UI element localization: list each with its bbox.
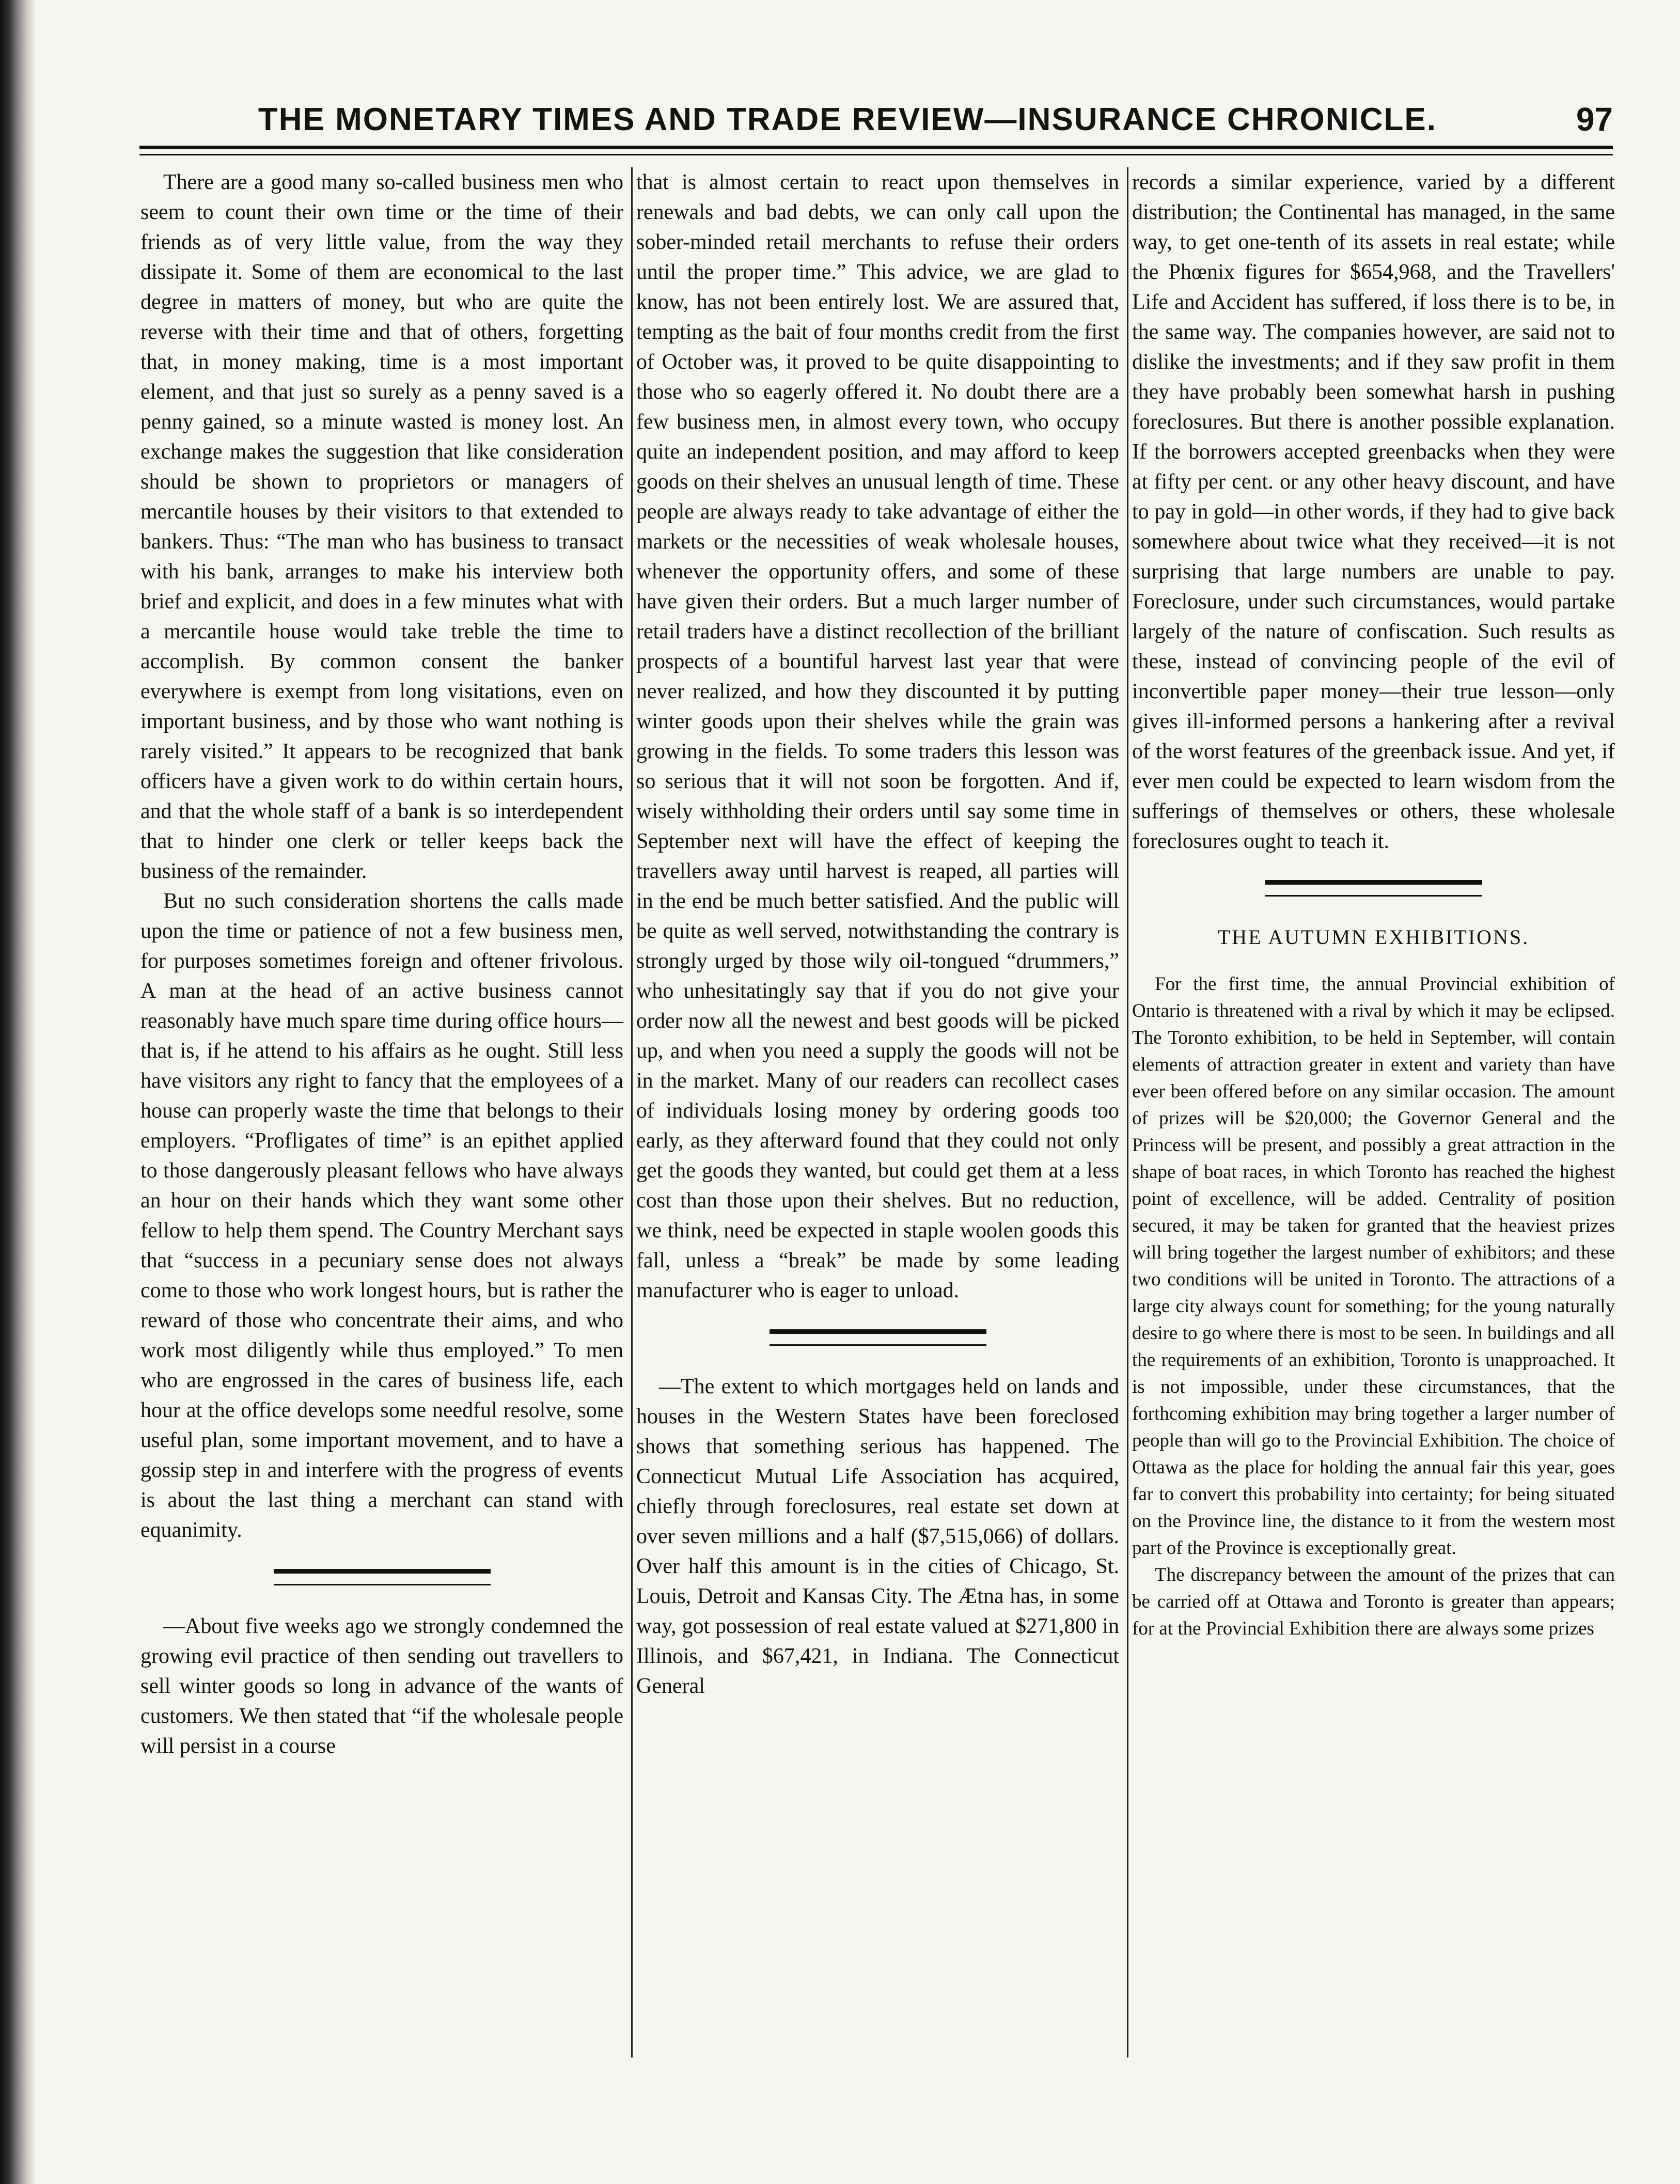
- page-header: [139, 91, 1613, 148]
- column-3: [1132, 167, 1615, 2171]
- section-heading-autumn-exhibitions: THE AUTUMN EXHIBITIONS.: [1217, 925, 1530, 949]
- column-1: [140, 167, 623, 2171]
- column-rule-right: [1127, 167, 1128, 2057]
- header-rule-thick: [139, 146, 1613, 149]
- article-exhibitions-p1: For the first time, the annual Provincial exhibition of Ontario is threatened with a rival by which it may be eclipsed. The Toronto exhibition, to be held in September, will contain elements of attraction greater in extent and variety than have ever been offered before on any similar occasion. The amount of prizes will be $20,000; the Governor General and the Princess will be present, and possibly a great attraction in the shape of boat races, in which Toronto has reached the highest point of excellence, will be added. Centrality of position secured, it may be taken for granted that the heaviest prizes will bring together the largest number of exhibitors; and these two conditions will be united in Toronto. The attractions of a large city always count for something; for the young naturally desire to go where there is most to be seen. In buildings and all the requirements of an exhibition, Toronto is unapproached. It is not impossible, under these circumstances, that the forthcoming exhibition may bring together a larger number of people than will go to the Provincial Exhibition. The choice of Ottawa as the place for holding the annual fair this year, goes far to convert this probability into certainty; for being situated on the Province line, the distance to it from the western most part of the Province is exceptionally great.: [1132, 973, 1615, 1559]
- section-divider: [1265, 880, 1482, 897]
- article-travellers-p1: —About five weeks ago we strongly condemned the growing evil practice of then sending out travellers to sell winter goods so long in advance of the wants of customers. We then stated that “if the wholesale people will persist in a course: [140, 1614, 623, 1758]
- article-time-wasters-p1: There are a good many so-called business men who seem to count their own time or the time of their friends as of very little value, from the way they dissipate it. Some of them are economical to the last degree in matters of money, but who are quite the reverse with their time and that of others, forgetting that, in money making, time is a most important element, and that just so surely as a penny saved is a penny gained, so a minute wasted is money lost. An exchange makes the suggestion that like consideration should be shown to proprietors or managers of mercantile houses by their visitors to that extended to bankers. Thus: “The man who has business to transact with his bank, arranges to make his interview both brief and explicit, and does in a few minutes what with a mercantile house would take treble the time to accomplish. By common consent the banker everywhere is exempt from long visitations, even on important business, and by those who want nothing is rarely visited.” It appears to be recognized that bank officers have a given work to do within certain hours, and that the whole staff of a bank is so interdependent that to hinder one clerk or teller keeps back the business of the remainder.: [140, 170, 623, 883]
- header-rule-thin: [139, 154, 1613, 155]
- column-rule-left: [631, 167, 633, 2057]
- article-mortgages-p1: —The extent to which mortgages held on lands and houses in the Western States have been foreclosed shows that something serious has happened. The Connecticut Mutual Life Association has acquired, chiefly through foreclosures, real estate set down at over seven millions and a half ($7,515,066) of dollars. Over half this amount is in the cities of Chicago, St. Louis, Detroit and Kansas City. The Ætna has, in some way, got possession of real estate valued at $271,800 in Illinois, and $67,421, in Indiana. The Connecticut General: [636, 1375, 1119, 1698]
- article-travellers-continued: that is almost certain to react upon themselves in renewals and bad debts, we can only call upon the sober-minded retail merchants to refuse their orders until the proper time.” This advice, we are glad to know, has not been entirely lost. We are assured that, tempting as the bait of four months credit from the first of October was, it proved to be quite disappointing to those who so eagerly offered it. No doubt there are a few business men, in almost every town, who occupy quite an independent position, and may afford to keep goods on their shelves an unusual length of time. These people are always ready to take advantage of either the markets or the necessities of weak wholesale houses, whenever the opportunity offers, and some of these have given their orders. But a much larger number of retail traders have a distinct recollection of the brilliant prospects of a bountiful harvest last year that were never realized, and how they discounted it by putting winter goods upon their shelves while the grain was growing in the fields. To some traders this lesson was so serious that it will not soon be forgotten. And if, wisely withholding their orders until say some time in September next will have the effect of keeping the travellers away until harvest is reaped, all parties will in the end be much better satisfied. And the public will be quite as well served, notwithstanding the contrary is strongly urged by those wily oil-tongued “drummers,” who unhesitatingly say that if you do not give your order now all the newest and best goods will be picked up, and when you need a supply the goods will not be in the market. Many of our readers can recollect cases of individuals losing money by ordering goods too early, as they afterward found that they could not only get the goods they wanted, but could get them at a less cost than those upon their shelves. But no reduction, we think, need be expected in staple woolen goods this fall, unless a “break” be made by some leading manufacturer who is eager to unload.: [636, 170, 1119, 1302]
- binding-shadow: [0, 0, 36, 2184]
- section-divider: [770, 1329, 986, 1346]
- running-title: THE MONETARY TIMES AND TRADE REVIEW—INSURANCE CHRONICLE.: [258, 101, 1437, 137]
- article-exhibitions-p2: The discrepancy between the amount of the prizes that can be carried off at Ottawa and Toronto is greater than appears; for at the Provincial Exhibition there are always some prizes: [1132, 1564, 1615, 1639]
- article-time-wasters-p2: But no such consideration shortens the calls made upon the time or patience of not a few business men, for purposes sometimes foreign and oftener frivolous. A man at the head of an active business cannot reasonably have much spare time during office hours—that is, if he attend to his affairs as he ought. Still less have visitors any right to fancy that the employees of a house can properly waste the time that belongs to their employers. “Profligates of time” is an epithet applied to those dangerously pleasant fellows who have always an hour on their hands which they want some other fellow to help them spend. The Country Merchant says that “success in a pecuniary sense does not always come to those who work longest hours, but is rather the reward of those who concentrate their aims, and who work most diligently while thus employed.” To men who are engrossed in the cares of business life, each hour at the office develops some needful resolve, some useful plan, some important movement, and to have a gossip step in and interfere with the progress of events is about the last thing a merchant can stand with equanimity.: [140, 889, 623, 1542]
- column-2: [636, 167, 1119, 2171]
- article-mortgages-continued: records a similar experience, varied by a different distribution; the Continental has managed, in the same way, to get one-tenth of its assets in real estate; while the Phœnix figures for $654,968, and the Travellers' Life and Accident has suffered, if loss there is to be, in the same way. The companies however, are said not to dislike the investments; and if they saw profit in them they have probably been somewhat harsh in pushing foreclosures. But there is another possible explanation. If the borrowers accepted greenbacks when they were at fifty per cent. or any other heavy discount, and have to pay in gold—in other words, if they had to give back somewhere about twice what they received—it is not surprising that large numbers are unable to pay. Foreclosure, under such circumstances, would partake largely of the nature of confiscation. Such results as these, instead of convincing people of the evil of inconvertible paper money—their true lesson—only gives ill-informed persons a hankering after a revival of the worst features of the greenback issue. And yet, if ever men could be expected to learn wisdom from the sufferings of themselves or others, these wholesale foreclosures ought to teach it.: [1132, 170, 1615, 853]
- section-divider: [274, 1569, 491, 1585]
- page-number: 97: [1576, 101, 1613, 138]
